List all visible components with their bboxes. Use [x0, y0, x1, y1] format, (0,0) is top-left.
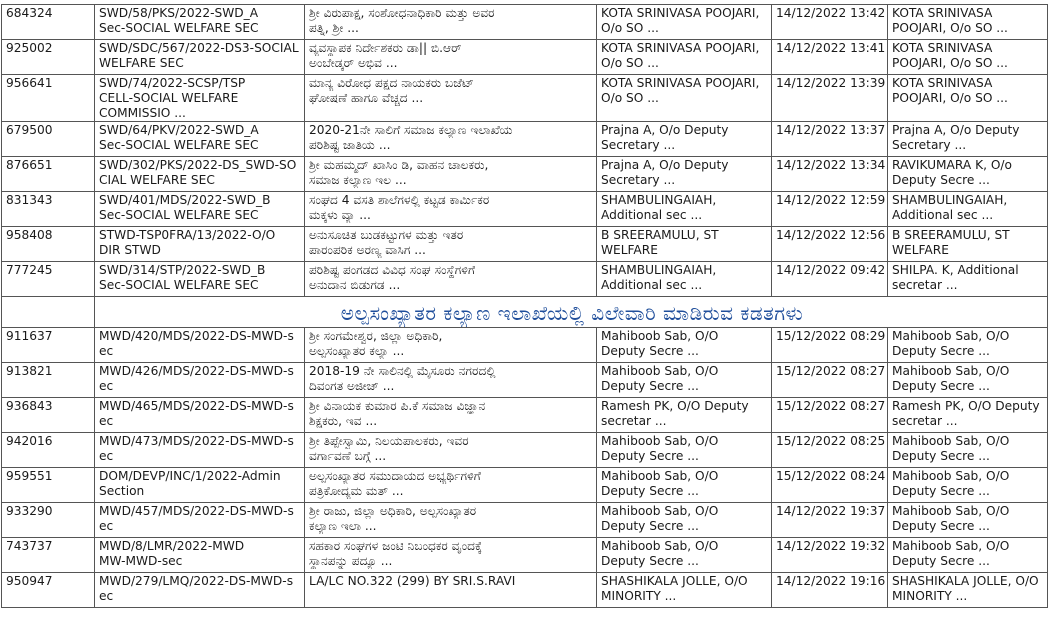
file-id-cell: 925002	[2, 40, 95, 75]
current-holder-line: Mahiboob Sab, O/O	[892, 504, 1010, 518]
subject-cell	[305, 538, 597, 573]
file-number-cell	[95, 75, 305, 122]
sent-by-line: KOTA SRINIVASA POOJARI,	[601, 6, 760, 20]
current-holder-cell	[888, 398, 1048, 433]
sent-by-line: Mahiboob Sab, O/O	[601, 539, 719, 553]
sent-by-line: KOTA SRINIVASA POOJARI,	[601, 41, 760, 55]
file-number-line: Sec-SOCIAL WELFARE SEC	[99, 21, 259, 35]
current-holder-line: KOTA SRINIVASA	[892, 76, 993, 90]
table-row	[2, 5, 1048, 40]
file-number-line: COMMISSIO ...	[99, 106, 186, 120]
current-holder-cell	[888, 468, 1048, 503]
subject-line: ಶ್ರೀ ವಿನಾಯಕ ಕುಮಾರ ಪಿ.ಕೆ ಸಮಾಜ ವಿಜ್ಞಾನ	[309, 399, 486, 413]
file-number-line: ec	[99, 589, 114, 603]
file-number-cell	[95, 262, 305, 297]
file-id-cell: 942016	[2, 433, 95, 468]
table-row	[2, 468, 1048, 503]
current-holder-line: Mahiboob Sab, O/O	[892, 434, 1010, 448]
subject-cell	[305, 192, 597, 227]
file-number-cell	[95, 363, 305, 398]
subject-cell	[305, 122, 597, 157]
sent-by-line: Mahiboob Sab, O/O	[601, 329, 719, 343]
current-holder-line: secretar ...	[892, 278, 958, 292]
sent-by-line: Prajna A, O/o Deputy	[601, 123, 729, 137]
sent-by-cell	[597, 538, 772, 573]
subject-line: ಶ್ರೀ ಸಂಗಮೇಶ್ವರ, ಜಿಲ್ಲಾ ಅಧಿಕಾರಿ,	[309, 329, 443, 343]
current-holder-cell	[888, 433, 1048, 468]
sent-by-line: Additional sec ...	[601, 208, 703, 222]
file-number-cell	[95, 40, 305, 75]
file-number-line: WELFARE SEC	[99, 56, 184, 70]
current-holder-cell	[888, 40, 1048, 75]
file-number-cell	[95, 328, 305, 363]
file-id-cell: 913821	[2, 363, 95, 398]
file-id-cell: 933290	[2, 503, 95, 538]
subject-cell	[305, 157, 597, 192]
current-holder-cell	[888, 573, 1048, 608]
date-time-cell: 14/12/2022 19:37	[772, 503, 888, 538]
sent-by-line: Additional sec ...	[601, 278, 703, 292]
sent-by-line: Mahiboob Sab, O/O	[601, 504, 719, 518]
current-holder-line: Additional sec ...	[892, 208, 994, 222]
subject-line: ದಿವಂಗತ ಅಜೀಜ್ ...	[309, 379, 395, 393]
subject-line: ಸಹಕಾರ ಸಂಘಗಳ ಜಂಟಿ ನಿಬಂಧಕರ ವೃಂದಕ್ಕೆ	[309, 539, 483, 553]
section-blank-cell	[2, 297, 95, 328]
sent-by-line: Deputy Secre ...	[601, 344, 699, 358]
file-number-line: Sec-SOCIAL WELFARE SEC	[99, 208, 259, 222]
subject-cell	[305, 75, 597, 122]
date-time-cell: 14/12/2022 19:16	[772, 573, 888, 608]
subject-cell	[305, 262, 597, 297]
current-holder-cell	[888, 328, 1048, 363]
sent-by-line: Deputy Secre ...	[601, 554, 699, 568]
file-number-line: CELL-SOCIAL WELFARE	[99, 91, 239, 105]
file-number-line: SWD/401/MDS/2022-SWD_B	[99, 193, 271, 207]
subject-cell	[305, 398, 597, 433]
sent-by-line: O/o SO ...	[601, 56, 659, 70]
current-holder-line: Mahiboob Sab, O/O	[892, 364, 1010, 378]
sent-by-line: Prajna A, O/o Deputy	[601, 158, 729, 172]
file-number-line: STWD-TSP0FRA/13/2022-O/O	[99, 228, 276, 242]
date-time-cell: 15/12/2022 08:29	[772, 328, 888, 363]
subject-line: ಶ್ರೀ ಮಹಮ್ಮದ್ ಖಾಸಿಂ ಡಿ, ವಾಹನ ಚಾಲಕರು,	[309, 158, 489, 172]
sent-by-line: KOTA SRINIVASA POOJARI,	[601, 76, 760, 90]
subject-cell	[305, 227, 597, 262]
sent-by-cell	[597, 363, 772, 398]
table-row	[2, 40, 1048, 75]
current-holder-line: SHILPA. K, Additional	[892, 263, 1019, 277]
file-number-cell	[95, 468, 305, 503]
sent-by-cell	[597, 503, 772, 538]
file-number-line: MWD/420/MDS/2022-DS-MWD-s	[99, 329, 294, 343]
subject-line: ಸ್ಥಾನಪನ್ನು ಪದ್ಯೂ ...	[309, 554, 393, 568]
file-number-line: Sec-SOCIAL WELFARE SEC	[99, 138, 259, 152]
subject-line: ಸಂಘದ 4 ವಸತಿ ಶಾಲೆಗಳಲ್ಲಿ ಕಟ್ಟಡ ಕಾರ್ಮಿಕರ	[309, 193, 490, 207]
subject-line: LA/LC NO.322 (299) BY SRI.S.RAVI	[309, 574, 516, 588]
file-number-line: ec	[99, 449, 114, 463]
sent-by-line: SHAMBULINGAIAH,	[601, 263, 717, 277]
table-row	[2, 363, 1048, 398]
file-number-line: MWD/457/MDS/2022-DS-MWD-s	[99, 504, 294, 518]
current-holder-line: POOJARI, O/o SO ...	[892, 56, 1008, 70]
subject-line: 2018-19 ನೇ ಸಾಲಿನಲ್ಲಿ ಮೈಸೂರು ನಗರದಲ್ಲಿ	[309, 364, 496, 378]
file-number-line: MWD/426/MDS/2022-DS-MWD-s	[99, 364, 294, 378]
subject-line: ಪತ್ರಿಕೋದ್ಯಮ ಮತ್ ...	[309, 484, 404, 498]
file-number-line: ec	[99, 414, 114, 428]
current-holder-line: Deputy Secre ...	[892, 344, 990, 358]
subject-line: ಪರಿಶಿಷ್ಟ ಜಾತಿಯ ...	[309, 138, 391, 152]
current-holder-line: POOJARI, O/o SO ...	[892, 21, 1008, 35]
subject-line: ಅನುದಾನ ಬಿಡುಗಡ ...	[309, 278, 401, 292]
current-holder-line: Deputy Secre ...	[892, 173, 990, 187]
current-holder-line: secretar ...	[892, 414, 958, 428]
current-holder-cell	[888, 75, 1048, 122]
table-row	[2, 157, 1048, 192]
sent-by-line: Secretary ...	[601, 138, 676, 152]
section-header-row	[2, 297, 1048, 328]
subject-cell	[305, 5, 597, 40]
sent-by-cell	[597, 433, 772, 468]
date-time-cell: 14/12/2022 13:34	[772, 157, 888, 192]
sent-by-line: Mahiboob Sab, O/O	[601, 364, 719, 378]
file-number-line: SWD/302/PKS/2022-DS_SWD-SO	[99, 158, 297, 172]
date-time-cell: 14/12/2022 12:59	[772, 192, 888, 227]
file-number-cell	[95, 5, 305, 40]
current-holder-line: Deputy Secre ...	[892, 379, 990, 393]
current-holder-line: B SREERAMULU, ST	[892, 228, 1010, 242]
file-number-line: SWD/74/2022-SCSP/TSP	[99, 76, 246, 90]
sent-by-cell	[597, 75, 772, 122]
current-holder-cell	[888, 122, 1048, 157]
file-number-cell	[95, 433, 305, 468]
current-holder-cell	[888, 5, 1048, 40]
sent-by-cell	[597, 573, 772, 608]
subject-line: 2020-21ನೇ ಸಾಲಿಗೆ ಸಮಾಜ ಕಲ್ಯಾಣ ಇಲಾಖೆಯ	[309, 123, 513, 137]
files-table	[1, 4, 1048, 608]
current-holder-line: SHASHIKALA JOLLE, O/O	[892, 574, 1039, 588]
file-id-cell: 956641	[2, 75, 95, 122]
current-holder-cell	[888, 363, 1048, 398]
file-number-line: DOM/DEVP/INC/1/2022-Admin	[99, 469, 281, 483]
table-body-bottom	[2, 328, 1048, 608]
file-id-cell: 876651	[2, 157, 95, 192]
subject-line: ಪರಿಶಿಷ್ಟ ಪಂಗಡದ ವಿವಿಧ ಸಂಘ ಸಂಸ್ಥೆಗಳಿಗೆ	[309, 263, 476, 277]
sent-by-line: Deputy Secre ...	[601, 449, 699, 463]
subject-line: ಅನುಸೂಚಿತ ಬುಡಕಟ್ಟುಗಳ ಮತ್ತು ಇತರ	[309, 228, 464, 242]
file-id-cell: 936843	[2, 398, 95, 433]
date-time-cell: 14/12/2022 13:41	[772, 40, 888, 75]
sent-by-cell	[597, 328, 772, 363]
date-time-cell: 14/12/2022 09:42	[772, 262, 888, 297]
subject-line: ಅಲ್ಪಸಂಖ್ಯಾತರ ಕಲ್ಯಾ ...	[309, 344, 405, 358]
sent-by-line: SHASHIKALA JOLLE, O/O	[601, 574, 748, 588]
current-holder-cell	[888, 157, 1048, 192]
current-holder-line: Mahiboob Sab, O/O	[892, 329, 1010, 343]
current-holder-cell	[888, 192, 1048, 227]
table-row	[2, 122, 1048, 157]
file-number-line: ec	[99, 344, 114, 358]
current-holder-line: Mahiboob Sab, O/O	[892, 469, 1010, 483]
sent-by-line: MINORITY ...	[601, 589, 677, 603]
table-row	[2, 227, 1048, 262]
current-holder-line: MINORITY ...	[892, 589, 968, 603]
current-holder-line: Ramesh PK, O/O Deputy	[892, 399, 1040, 413]
file-number-cell	[95, 398, 305, 433]
table-row	[2, 192, 1048, 227]
current-holder-line: Deputy Secre ...	[892, 554, 990, 568]
subject-line: ಪತ್ನಿ, ಶ್ರೀ ...	[309, 21, 359, 35]
file-number-line: DIR STWD	[99, 243, 161, 257]
subject-line: ಶ್ರೀ ರಾಜು, ಜಿಲ್ಲಾ ಅಧಿಕಾರಿ, ಅಲ್ಪಸಂಖ್ಯಾತರ	[309, 504, 477, 518]
date-time-cell: 14/12/2022 13:37	[772, 122, 888, 157]
subject-line: ವ್ಯವಸ್ಥಾಪಕ ನಿರ್ದೇಶಕರು ಡಾ|| ಬಿ.ಆರ್	[309, 41, 462, 55]
sent-by-line: Deputy Secre ...	[601, 484, 699, 498]
current-holder-line: Mahiboob Sab, O/O	[892, 539, 1010, 553]
subject-line: ಶ್ರೀ ವಿರುಪಾಕ್ಷ, ಸಂಶೋಧನಾಧಿಕಾರಿ ಮತ್ತು ಅವರ	[309, 6, 495, 20]
current-holder-line: KOTA SRINIVASA	[892, 6, 993, 20]
file-number-cell	[95, 573, 305, 608]
date-time-cell: 14/12/2022 12:56	[772, 227, 888, 262]
subject-cell	[305, 573, 597, 608]
table-row	[2, 433, 1048, 468]
current-holder-cell	[888, 538, 1048, 573]
sent-by-line: WELFARE	[601, 243, 658, 257]
subject-line: ಪಾರಂಪರಿಕ ಅರಣ್ಯ ವಾಸಿಗ ...	[309, 243, 426, 257]
sent-by-cell	[597, 398, 772, 433]
subject-line: ಶ್ರೀ ತಿಪ್ಪೇಸ್ವಾಮಿ, ನಿಲಯಪಾಲಕರು, ಇವರ	[309, 434, 469, 448]
subject-line: ಅಂಬೇಡ್ಕರ್ ಅಭಿವ ...	[309, 56, 398, 70]
table-row	[2, 538, 1048, 573]
subject-line: ಅಲ್ಪಸಂಖ್ಯಾತರ ಸಮುದಾಯದ ಅಭ್ಯರ್ಥಿಗಳಿಗೆ	[309, 469, 481, 483]
file-id-cell: 959551	[2, 468, 95, 503]
subject-line: ಕಲ್ಯಾಣ ಇಲಾ ...	[309, 519, 377, 533]
sent-by-line: Mahiboob Sab, O/O	[601, 434, 719, 448]
file-number-line: SWD/SDC/567/2022-DS3-SOCIAL	[99, 41, 299, 55]
sent-by-line: Deputy Secre ...	[601, 379, 699, 393]
sent-by-cell	[597, 122, 772, 157]
subject-cell	[305, 328, 597, 363]
file-id-cell: 958408	[2, 227, 95, 262]
sent-by-cell	[597, 157, 772, 192]
file-number-line: ec	[99, 379, 114, 393]
current-holder-line: Deputy Secre ...	[892, 519, 990, 533]
file-number-line: MWD/279/LMQ/2022-DS-MWD-s	[99, 574, 294, 588]
sent-by-cell	[597, 40, 772, 75]
date-time-cell: 15/12/2022 08:27	[772, 363, 888, 398]
subject-line: ವರ್ಗಾವಣೆ ಬಗ್ಗೆ ...	[309, 449, 387, 463]
sent-by-cell	[597, 227, 772, 262]
current-holder-line: RAVIKUMARA K, O/o	[892, 158, 1012, 172]
sent-by-line: secretar ...	[601, 414, 667, 428]
file-number-line: SWD/64/PKV/2022-SWD_A	[99, 123, 259, 137]
current-holder-cell	[888, 262, 1048, 297]
subject-line: ಮಕ್ಕಳು ವ್ಯಾ ...	[309, 208, 371, 222]
file-number-line: MW-MWD-sec	[99, 554, 183, 568]
current-holder-line: Deputy Secre ...	[892, 449, 990, 463]
sent-by-cell	[597, 192, 772, 227]
current-holder-line: WELFARE	[892, 243, 949, 257]
table-row	[2, 573, 1048, 608]
sent-by-cell	[597, 262, 772, 297]
subject-cell	[305, 468, 597, 503]
date-time-cell: 15/12/2022 08:27	[772, 398, 888, 433]
subject-line: ಸಮಾಜ ಕಲ್ಯಾಣ ಇಲ ...	[309, 173, 407, 187]
current-holder-line: SHAMBULINGAIAH,	[892, 193, 1008, 207]
table-body-top	[2, 5, 1048, 297]
file-number-line: MWD/473/MDS/2022-DS-MWD-s	[99, 434, 294, 448]
sent-by-line: Mahiboob Sab, O/O	[601, 469, 719, 483]
current-holder-line: Deputy Secre ...	[892, 484, 990, 498]
current-holder-cell	[888, 227, 1048, 262]
subject-line: ಮಾನ್ಯ ವಿರೋಧ ಪಕ್ಷದ ನಾಯಕರು ಬಜೆಟ್	[309, 76, 474, 90]
file-id-cell: 950947	[2, 573, 95, 608]
sent-by-line: O/o SO ...	[601, 21, 659, 35]
sent-by-line: Secretary ...	[601, 173, 676, 187]
file-number-cell	[95, 157, 305, 192]
current-holder-line: POOJARI, O/o SO ...	[892, 91, 1008, 105]
current-holder-line: KOTA SRINIVASA	[892, 41, 993, 55]
file-id-cell: 743737	[2, 538, 95, 573]
file-number-line: Sec-SOCIAL WELFARE SEC	[99, 278, 259, 292]
file-number-cell	[95, 192, 305, 227]
subject-cell	[305, 433, 597, 468]
subject-line: ಶಿಕ್ಷಕರು, ಇವ ...	[309, 414, 378, 428]
current-holder-cell	[888, 503, 1048, 538]
table-row	[2, 503, 1048, 538]
file-number-cell	[95, 503, 305, 538]
file-number-line: SWD/58/PKS/2022-SWD_A	[99, 6, 259, 20]
section-header-body	[2, 297, 1048, 328]
current-holder-line: Secretary ...	[892, 138, 967, 152]
file-number-line: MWD/8/LMR/2022-MWD	[99, 539, 245, 553]
subject-cell	[305, 40, 597, 75]
subject-cell	[305, 503, 597, 538]
table-row	[2, 262, 1048, 297]
table-row	[2, 75, 1048, 122]
file-id-cell: 684324	[2, 5, 95, 40]
table-row	[2, 328, 1048, 363]
file-number-cell	[95, 122, 305, 157]
file-number-cell	[95, 227, 305, 262]
sent-by-line: B SREERAMULU, ST	[601, 228, 719, 242]
file-number-line: ec	[99, 519, 114, 533]
sent-by-line: SHAMBULINGAIAH,	[601, 193, 717, 207]
file-number-line: Section	[99, 484, 145, 498]
sent-by-line: Ramesh PK, O/O Deputy	[601, 399, 749, 413]
section-title: ಅಲ್ಪಸಂಖ್ಯಾತರ ಕಲ್ಯಾಣ ಇಲಾಖೆಯಲ್ಲಿ ವಿಲೇವಾರಿ ಮಾಡಿರುವ ಕಡತಗಳು	[95, 297, 1048, 328]
file-id-cell: 831343	[2, 192, 95, 227]
sent-by-cell	[597, 468, 772, 503]
date-time-cell: 14/12/2022 13:42	[772, 5, 888, 40]
file-id-cell: 777245	[2, 262, 95, 297]
table-row	[2, 398, 1048, 433]
date-time-cell: 14/12/2022 13:39	[772, 75, 888, 122]
file-number-line: CIAL WELFARE SEC	[99, 173, 215, 187]
subject-cell	[305, 363, 597, 398]
file-id-cell: 679500	[2, 122, 95, 157]
file-number-line: MWD/465/MDS/2022-DS-MWD-s	[99, 399, 294, 413]
subject-line: ಘೋಷಣೆ ಹಾಗೂ ವೆಚ್ಚದ ...	[309, 91, 424, 105]
file-number-cell	[95, 538, 305, 573]
sent-by-cell	[597, 5, 772, 40]
date-time-cell: 14/12/2022 19:32	[772, 538, 888, 573]
current-holder-line: Prajna A, O/o Deputy	[892, 123, 1020, 137]
date-time-cell: 15/12/2022 08:25	[772, 433, 888, 468]
file-number-line: SWD/314/STP/2022-SWD_B	[99, 263, 266, 277]
date-time-cell: 15/12/2022 08:24	[772, 468, 888, 503]
file-id-cell: 911637	[2, 328, 95, 363]
sent-by-line: Deputy Secre ...	[601, 519, 699, 533]
sent-by-line: O/o SO ...	[601, 91, 659, 105]
